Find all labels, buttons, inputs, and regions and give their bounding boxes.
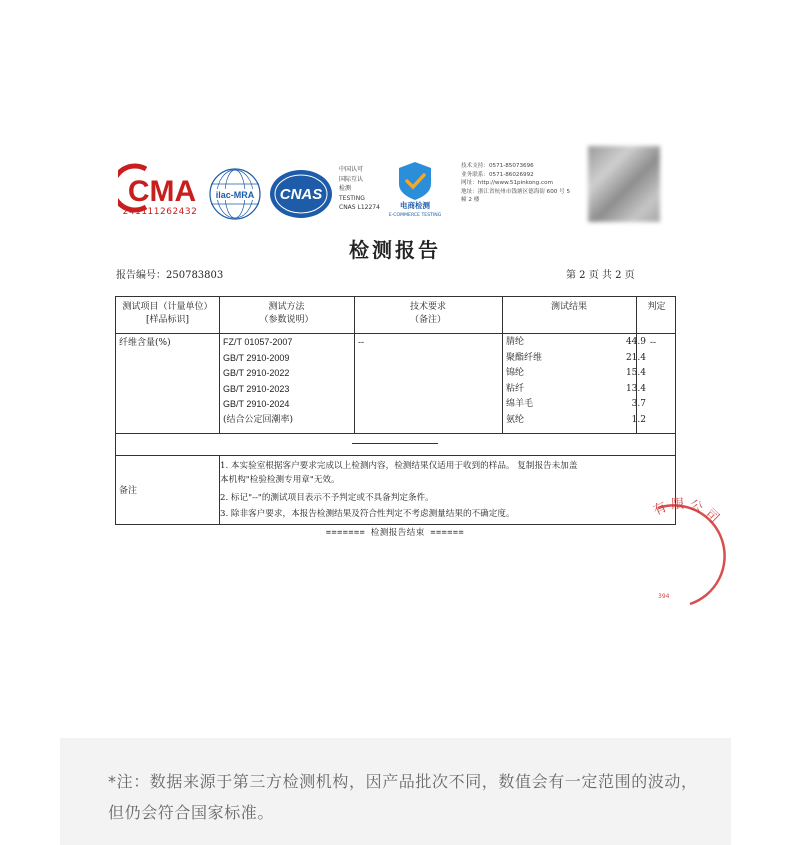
- cnas-text-label: CNAS: [279, 186, 323, 203]
- contact-line: 网址：http://www.51pinkong.com: [461, 180, 553, 187]
- header-method-line: 测试方法: [268, 302, 305, 312]
- remark-line: 2. 标记"--"的测试项目表示不予判定或不具备判定条件。: [220, 493, 434, 503]
- header-result: 测试结果: [550, 302, 587, 312]
- cnas-line: 国际互认: [339, 175, 364, 183]
- report-number: [116, 266, 223, 281]
- footer-note-panel: [60, 738, 731, 845]
- report-end-marker: ======= 检测报告结束 ======: [325, 528, 465, 538]
- header-judgement: 判定: [647, 302, 666, 312]
- fiber-name: 锦纶: [506, 368, 525, 378]
- results-table: [115, 296, 676, 525]
- header-requirement: [354, 301, 502, 327]
- ecom-subtitle: E-COMMERCE TESTING: [388, 213, 442, 218]
- cnas-line: CNAS L12274: [339, 204, 380, 211]
- fiber-name: 腈纶: [506, 337, 525, 347]
- result-row: [506, 351, 646, 367]
- row-methods: [223, 335, 293, 428]
- fiber-name: 绵羊毛: [506, 399, 534, 409]
- remark-line: 3. 除非客户要求，本报告检测结果及符合性判定不考虑测量结果的不确定度。: [220, 509, 515, 519]
- header-requirement-line: （备注）: [409, 315, 446, 325]
- ecommerce-testing-logo: [385, 160, 445, 218]
- remark-line: 本机构"检验检测专用章"无效。: [220, 475, 340, 485]
- contact-line: 地址：浙江省杭州市钱塘区德海街 600 号 5: [461, 188, 571, 195]
- report-number-value: 250783803: [166, 270, 224, 281]
- method-standard: FZ/T 01057-2007: [223, 337, 293, 347]
- result-row: [506, 366, 646, 382]
- report-title: 检测报告: [349, 238, 441, 262]
- cnas-accreditation-text: [339, 165, 387, 213]
- fiber-value: 21.4: [625, 352, 646, 363]
- cma-number: 241111262432: [122, 207, 198, 217]
- seal-text: 有限公司: [651, 496, 725, 529]
- header-item-line: [样品标识]: [145, 315, 190, 325]
- result-row: [506, 335, 646, 351]
- fiber-name: 粘纤: [506, 383, 525, 394]
- ilac-text: ilac-MRA: [215, 190, 255, 200]
- remark-line: 1. 本实验室根据客户要求完成以上检测内容，检测结果仅适用于收到的样品。 复制报告未加盖: [220, 461, 578, 471]
- ecom-title: 电商检测: [400, 201, 430, 210]
- blank-row-rule: [352, 443, 438, 444]
- fiber-value: 1.2: [631, 414, 646, 425]
- method-standard: GB/T 2910-2023: [223, 383, 290, 394]
- result-row: [506, 397, 646, 413]
- fiber-value: 3.7: [631, 399, 646, 409]
- fiber-name: 聚酯纤维: [506, 352, 543, 363]
- contact-line: 幢 2 楼: [461, 197, 480, 204]
- footer-note: *注：数据来源于第三方检测机构，因产品批次不同，数值会有一定范围的波动，但仍会符合国家标准。: [108, 772, 698, 822]
- fiber-value: 44.9: [625, 337, 646, 347]
- svg-text:有限公司: [651, 497, 725, 529]
- method-standard: GB/T 2910-2009: [223, 352, 290, 363]
- cnas-line: 中国认可: [339, 166, 364, 173]
- fiber-value: 15.4: [625, 368, 646, 378]
- header-item: [116, 301, 219, 327]
- report-number-label: 报告编号：: [116, 270, 166, 281]
- cnas-line: 检测: [339, 185, 352, 192]
- page-indicator: 第 2 页 共 2 页: [566, 270, 635, 281]
- cnas-line: TESTING: [339, 194, 365, 202]
- seal-code: 394: [658, 593, 670, 600]
- row-item: 纤维含量(%): [119, 338, 171, 348]
- header-method: [219, 301, 354, 327]
- blurred-qr-code: [588, 146, 660, 222]
- header-method-line: （参数说明）: [259, 315, 314, 325]
- method-standard: GB/T 2910-2024: [223, 399, 290, 409]
- remarks-label: 备注: [119, 486, 138, 496]
- method-note: (结合公定回潮率): [223, 414, 294, 425]
- contact-line: 业务联系：0571-86026992: [461, 171, 534, 178]
- fiber-value: 13.4: [625, 383, 646, 394]
- result-row: [506, 382, 646, 398]
- ilac-mra-logo: [208, 167, 262, 221]
- row-requirement: --: [358, 338, 365, 348]
- row-judgement: --: [650, 338, 657, 348]
- company-seal-stamp: [628, 486, 738, 606]
- header-item-line: 测试项目（计量单位）: [122, 302, 213, 312]
- cnas-logo: [268, 167, 334, 221]
- contact-line: 技术支持：0571-85073696: [461, 163, 534, 169]
- result-row: [506, 413, 646, 429]
- fiber-name: 氨纶: [506, 414, 525, 425]
- cma-letters: CMA: [127, 175, 197, 208]
- method-standard: GB/T 2910-2022: [223, 368, 290, 378]
- header-requirement-line: 技术要求: [409, 302, 446, 312]
- contact-info: [461, 162, 589, 205]
